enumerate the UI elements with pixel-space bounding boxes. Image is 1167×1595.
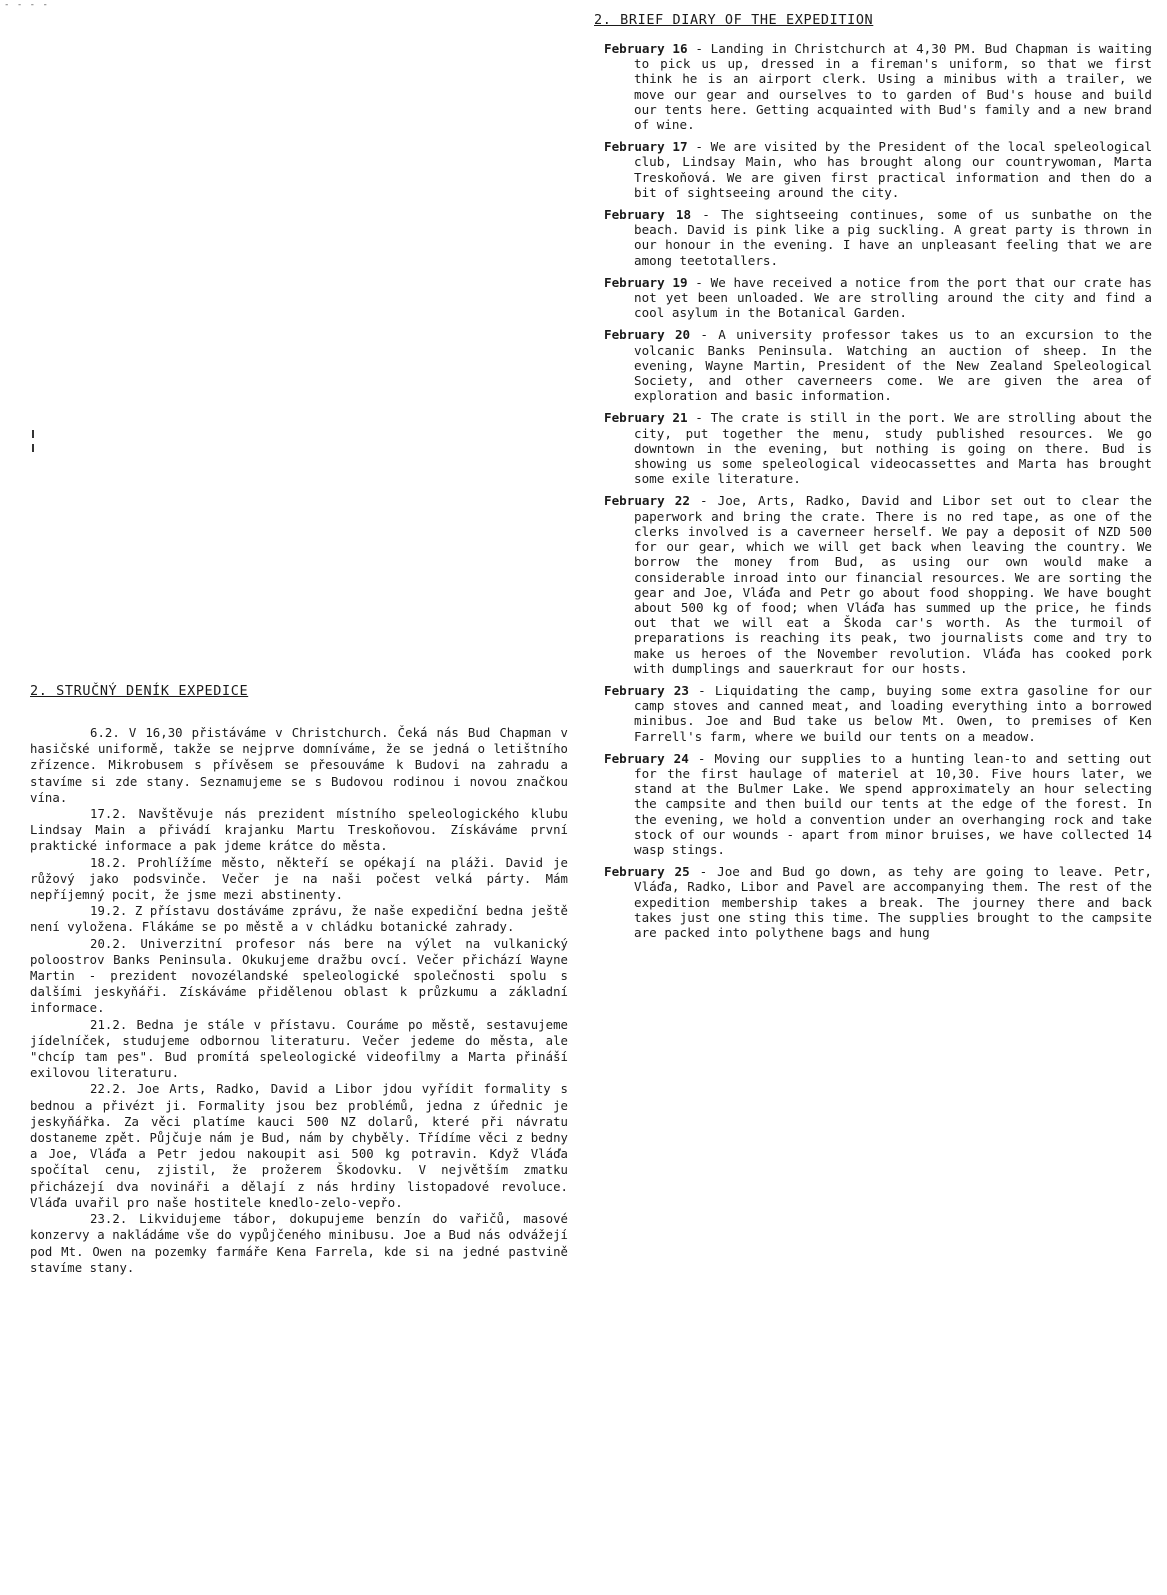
- english-heading: 2. BRIEF DIARY OF THE EXPEDITION: [594, 12, 874, 28]
- entry-text: Joe and Bud go down, as tehy are going to leave. Petr, Vláďa, Radko, Libor and Pavel are accompanying them. The rest of the expedition membership takes a break. The journey there and back takes just one sting this time. The supplies brought to the campsite are packed into polythene bags and hung: [634, 864, 1153, 940]
- entry-date: February 22: [604, 493, 690, 509]
- entry-date: February 24: [604, 750, 689, 766]
- entry-text: The crate is still in the port. We are strolling about the city, put together the menu, study published resources. We go downtown in the evening, but nothing is going on there. Bud is showing us some speleological videocassettes and Marta has brought some exile literature.: [634, 410, 1153, 487]
- entry-text: Landing in Christchurch at 4,30 PM. Bud Chapman is waiting to pick us up, dressed in a fireman's uniform, so that we first think he is an airport clerk. Using a minibus with a trailer, we move our gear and ourselves to to garden of Bud's house and build our tents here. Getting acquainted with Bud's family and a new brand of wine.: [634, 41, 1152, 133]
- czech-paragraph: 21.2. Bedna je stále v přístavu. Couráme po městě, sestavujeme jídelníček, studujeme odbornou literaturu. Večer jedeme do města, ale "chcíp tam pes". Bud promítá speleologické videofilmy a Marta přináší exilovou literaturu.: [30, 1017, 568, 1081]
- diary-entry: February 22 - Joe, Arts, Radko, David and Libor set out to clear the paperwork and bring the crate. There is no red tape, as one of the clerks involved is a caverneer herself. We pay a deposit of NZD 500 for our gear, which we will get back when leaving the country. We borrow the money from Bud, as using our own would make a considerable inroad into our financial resources. We are sorting the gear and Joe, Vláďa and Petr go about food shopping. We have bought about 500 kg of food; when Vláďa has summed up the price, he finds out that we will eat a Škoda car's worth. As the turmoil of preparations is reaching its peak, two journalists come and try to make us heroes of the November revolution. Vláďa has cooked pork with dumplings and sauerkraut for our hosts.: [604, 493, 1153, 676]
- page-header-mark: - - - -: [4, 0, 49, 10]
- czech-heading: 2. STRUČNÝ DENÍK EXPEDICE: [30, 683, 249, 699]
- entry-date: February 17: [604, 139, 688, 155]
- entry-date: February 20: [604, 327, 691, 343]
- diary-entry: February 21 - The crate is still in the port. We are strolling about the city, put together the menu, study published resources. We go downtown in the evening, but nothing is going on there. Bud is showing us some speleological videocassettes and Marta has brought some exile literature.: [604, 410, 1153, 487]
- diary-entry: February 25 - Joe and Bud go down, as tehy are going to leave. Petr, Vláďa, Radko, Libor and Pavel are accompanying them. The rest of the expedition membership takes a break. The journey there and back takes just one sting this time. The supplies brought to the campsite are packed into polythene bags and hung: [604, 864, 1153, 940]
- czech-column: [30, 683, 568, 1583]
- entry-date: February 19: [604, 274, 688, 290]
- entry-date: February 25: [604, 864, 690, 880]
- margin-mark: [32, 430, 34, 438]
- czech-paragraph: 23.2. Likvidujeme tábor, dokupujeme benzín do vařičů, masové konzervy a nakládáme vše do vypůjčeného minibusu. Joe a Bud nás odvážejí pod Mt. Owen na pozemky farmáře Kena Farrela, kde si na jedné pastvině stavíme stany.: [30, 1212, 568, 1275]
- entry-text: The sightseeing continues, some of us sunbathe on the beach. David is pink like a pig suckling. A great party is thrown in our honour in the evening. I have an unpleasant feeling that we are among teetotallers.: [634, 207, 1153, 268]
- diary-entry: February 17 - We are visited by the President of the local speleological club, Lindsay Main, who has brought along our countrywoman, Marta Treskoňová. We are given first practical information and then do a bit of sightseeing around the city.: [604, 139, 1152, 200]
- entry-date: February 18: [604, 207, 692, 223]
- entry-text: Joe, Arts, Radko, David and Libor set out to clear the paperwork and bring the crate. There is no red tape, as one of the clerks involved is a caverneer herself. We pay a deposit of NZD 500 for our gear, which we will get back when leaving the country. We borrow the money from Bud, as using our own would make a considerable inroad into our financial resources. We are sorting the gear and Joe, Vláďa and Petr go about food shopping. We have bought about 500 kg of food; when Vláďa has summed up the price, he finds out that we will eat a Škoda car's worth. As the turmoil of preparations is reaching its peak, two journalists come and try to make us heroes of the November revolution. Vláďa has cooked pork with dumplings and sauerkraut for our hosts.: [634, 493, 1153, 676]
- diary-entry: February 19 - We have received a notice from the port that our crate has not yet been unloaded. We are strolling around the city and find a cool asylum in the Botanical Garden.: [604, 274, 1153, 321]
- diary-entry: February 18 - The sightseeing continues, some of us sunbathe on the beach. David is pink like a pig suckling. A great party is thrown in our honour in the evening. I have an unpleasant feeling that we are among teetotallers.: [604, 207, 1153, 268]
- margin-mark: [32, 444, 34, 452]
- czech-paragraph: 18.2. Prohlížíme město, někteří se opékají na pláži. David je růžový jako podsvinče. Večer je na naši počest velká párty. Mám nepříjemný pocit, že jsme mezi abstinenty.: [30, 855, 568, 903]
- czech-paragraph: 17.2. Navštěvuje nás prezident místního speleologického klubu Lindsay Main a přivádí krajanku Martu Treskoňovou. Získáváme první praktické informace a pak jdeme krátce do města.: [30, 807, 568, 854]
- czech-paragraph: 20.2. Univerzitní profesor nás bere na výlet na vulkanický poloostrov Banks Peninsula. Okukujeme dražbu ovcí. Večer přichází Wayne Martin - prezident novozélandské speleologické společnosti spolu s dalšími jeskyňáři. Získáváme přidělenou oblast k průzkumu a základní informace.: [30, 936, 568, 1016]
- czech-paragraph: 6.2. V 16,30 přistáváme v Christchurch. Čeká nás Bud Chapman v hasičské uniformě, takže se nejprve domníváme, že se jedná o letištního zřízence. Mikrobusem s přívěsem se přesouváme k Budovi na zahradu a stavíme si zde stany. Seznamujeme se s Budovou rodinou i novou značkou vína.: [30, 726, 568, 805]
- english-column: [592, 12, 1152, 1587]
- entry-text: Moving our supplies to a hunting lean-to and setting out for the first haulage of materiel at 10,30. Five hours later, we stand at the Bulmer Lake. We spend approximately an hour selecting the campsite and then build our tents at the edge of the forest. In the evening, we hold a convention under an overhanging rock and take stock of our wounds - apart from minor bruises, we have collected 14 wasp stings.: [634, 750, 1152, 857]
- entry-text: We have received a notice from the port that our crate has not yet been unloaded. We are strolling around the city and find a cool asylum in the Botanical Garden.: [634, 274, 1153, 321]
- diary-entry: February 16 - Landing in Christchurch at 4,30 PM. Bud Chapman is waiting to pick us up, dressed in a fireman's uniform, so that we first think he is an airport clerk. Using a minibus with a trailer, we move our gear and ourselves to to garden of Bud's house and build our tents here. Getting acquainted with Bud's family and a new brand of wine.: [604, 41, 1152, 133]
- czech-paragraph: 19.2. Z přístavu dostáváme zprávu, že naše expediční bedna ještě není vyložena. Flákáme se po městě a v chládku botanické zahrady.: [30, 904, 568, 935]
- entry-text: Liquidating the camp, buying some extra gasoline for our camp stoves and canned meat, and loading everything into a borrowed minibus. Joe and Bud take us below Mt. Owen, to premises of Ken Farrell's farm, where we build our tents on a meadow.: [634, 682, 1153, 744]
- diary-entry: February 20 - A university professor takes us to an excursion to the volcanic Banks Peninsula. Watching an auction of sheep. In the evening, Wayne Martin, President of the New Zealand Speleological Society, and other caverneers come. We are given the area of exploration and basic information.: [604, 327, 1153, 404]
- diary-entry: February 24 - Moving our supplies to a hunting lean-to and setting out for the first haulage of materiel at 10,30. Five hours later, we stand at the Bulmer Lake. We spend approximately an hour selecting the campsite and then build our tents at the edge of the forest. In the evening, we hold a convention under an overhanging rock and take stock of our wounds - apart from minor bruises, we have collected 14 wasp stings.: [604, 750, 1152, 857]
- entry-text: We are visited by the President of the local speleological club, Lindsay Main, who has brought along our countrywoman, Marta Treskoňová. We are given first practical information and then do a bit of sightseeing around the city.: [634, 139, 1152, 200]
- diary-entry: February 23 - Liquidating the camp, buying some extra gasoline for our camp stoves and canned meat, and loading everything into a borrowed minibus. Joe and Bud take us below Mt. Owen, to premises of Ken Farrell's farm, where we build our tents on a meadow.: [604, 682, 1153, 744]
- entry-date: February 16: [604, 41, 688, 56]
- czech-paragraph: 22.2. Joe Arts, Radko, David a Libor jdou vyřídit formality s bednou a přivézt ji. Formality jsou bez problémů, jedna z úřednic je jeskyňářka. Za věci platíme kauci 500 NZ dolarů, které při návratu dostaneme zpět. Půjčuje nám je Bud, nám by chyběly. Třídíme věci z bedny a Joe, Vláďa a Petr jedou nakoupit asi 500 kg potravin. Když Vláďa spočítal cenu, zjistil, že prožerem Škodovku. V největším zmatku přicházejí dva novináři a dělají z nás hrdiny listopadové revoluce. Vláďa uvařil pro naše hostitele knedlo-zelo-vepřo.: [30, 1082, 568, 1210]
- entry-date: February 23: [604, 682, 689, 698]
- entry-text: A university professor takes us to an excursion to the volcanic Banks Peninsula. Watching an auction of sheep. In the evening, Wayne Martin, President of the New Zealand Speleological Society, and other caverneers come. We are given the area of exploration and basic information.: [634, 327, 1153, 404]
- entry-date: February 21: [604, 410, 688, 426]
